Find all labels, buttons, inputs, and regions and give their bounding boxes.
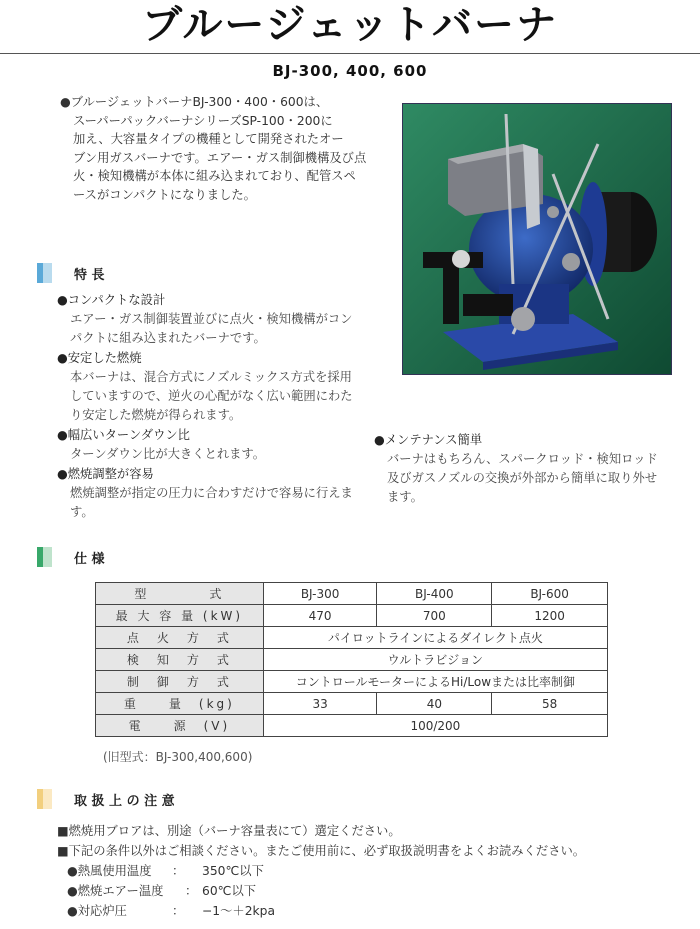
feature-line: 及びガスノズルの交換が外部から簡単に取り外せ bbox=[387, 471, 658, 485]
table-cell: 40 bbox=[377, 693, 492, 715]
features-list bbox=[57, 290, 377, 522]
feature-line: ます。 bbox=[387, 490, 423, 504]
table-cell: ウルトラビジョン bbox=[263, 649, 607, 671]
intro-line: ースがコンパクトになりました。 bbox=[73, 187, 256, 202]
intro-paragraph bbox=[60, 93, 378, 204]
feature-line: エアー・ガス制御装置並びに点火・検知機構がコン bbox=[70, 312, 353, 326]
care-line: ■下記の条件以外はご相談ください。またご使用前に、必ず取扱説明書をよくお読みください。 bbox=[57, 844, 586, 858]
feature-title: ●コンパクトな設計 bbox=[57, 293, 166, 307]
table-row bbox=[96, 627, 608, 649]
section-marker bbox=[37, 547, 52, 567]
row-label: 検 知 方 式 bbox=[96, 649, 264, 671]
feature-title: ●メンテナンス簡単 bbox=[374, 433, 483, 447]
intro-line: ●ブルージェットバーナBJ-300・400・600は、 bbox=[60, 95, 329, 109]
table-cell: コントロールモーターによるHi/Lowまたは比率制御 bbox=[263, 671, 607, 693]
features-heading-text: 特 長 bbox=[74, 267, 105, 283]
condition-sep: ： bbox=[172, 904, 185, 918]
table-header-row bbox=[96, 583, 608, 605]
feature-title: ●安定した燃焼 bbox=[57, 351, 142, 365]
table-row bbox=[96, 671, 608, 693]
table-row bbox=[96, 693, 608, 715]
intro-line: ブン用ガスバーナです。エアー・ガス制御機構及び点 bbox=[73, 150, 367, 165]
feature-line: 本バーナは、混合方式にノズルミックス方式を採用 bbox=[70, 370, 352, 384]
intro-line: 加え、大容量タイプの機種として開発されたオー bbox=[73, 132, 344, 146]
care-heading-text: 取 扱 上 の 注 意 bbox=[74, 793, 175, 809]
condition-value: 350℃以下 bbox=[202, 864, 264, 878]
feature-title: ●燃焼調整が容易 bbox=[57, 467, 154, 481]
table-row bbox=[96, 649, 608, 671]
spec-note: (旧型式：BJ-300,400,600) bbox=[103, 750, 253, 764]
condition-sep: ： bbox=[172, 864, 185, 878]
feature-line: ターンダウン比が大きくとれます。 bbox=[70, 447, 266, 461]
feature-line: していますので、逆火の心配がなく広い範囲にわた bbox=[70, 389, 353, 403]
table-cell: 700 bbox=[377, 605, 492, 627]
spec-table bbox=[95, 582, 608, 737]
page-title: ブルージェットバーナ bbox=[142, 2, 558, 48]
condition-label: ●対応炉圧 bbox=[67, 904, 127, 918]
table-cell: パイロットラインによるダイレクト点火 bbox=[263, 627, 607, 649]
table-header-cell: 型 式 bbox=[96, 583, 264, 605]
row-label: 電 源 (V) bbox=[96, 715, 264, 737]
maintenance-block bbox=[374, 430, 694, 507]
feature-line: バーナはもちろん、スパークロッド・検知ロッド bbox=[387, 452, 658, 466]
condition-label: ●熱風使用温度 bbox=[67, 864, 152, 878]
table-cell: 100/200 bbox=[263, 715, 607, 737]
care-heading bbox=[37, 789, 175, 809]
table-cell: 33 bbox=[263, 693, 377, 715]
intro-line: 火・検知機構が本体に組み込まれており、配管スペ bbox=[73, 169, 356, 183]
table-cell: 58 bbox=[492, 693, 608, 715]
condition-row bbox=[57, 861, 687, 881]
table-cell: 1200 bbox=[492, 605, 608, 627]
row-label: 制 御 方 式 bbox=[96, 671, 264, 693]
feature-title: ●幅広いターンダウン比 bbox=[57, 428, 190, 442]
section-marker bbox=[37, 263, 52, 283]
condition-value: 60℃以下 bbox=[202, 884, 257, 898]
condition-label: ●燃焼エアー温度 bbox=[67, 884, 164, 898]
condition-row bbox=[57, 881, 687, 901]
row-label: 重 量 (kg) bbox=[96, 693, 264, 715]
intro-line: スーパーパックバーナシリーズSP-100・200に bbox=[73, 113, 333, 128]
feature-line: り安定した燃焼が得られます。 bbox=[70, 408, 242, 422]
table-row bbox=[96, 715, 608, 737]
feature-line: す。 bbox=[70, 505, 94, 519]
section-marker bbox=[37, 789, 52, 809]
burner-photo bbox=[402, 103, 672, 375]
spec-heading-text: 仕 様 bbox=[74, 551, 105, 567]
condition-row bbox=[57, 901, 687, 921]
table-header-cell: BJ-300 bbox=[263, 583, 377, 605]
row-label: 最 大 容 量 (kW) bbox=[96, 605, 264, 627]
care-list bbox=[57, 821, 687, 921]
table-cell: 470 bbox=[263, 605, 377, 627]
table-header-cell: BJ-400 bbox=[377, 583, 492, 605]
spec-heading bbox=[37, 547, 105, 567]
model-subtitle: BJ-300, 400, 600 bbox=[272, 62, 428, 80]
row-label: 点 火 方 式 bbox=[96, 627, 264, 649]
feature-line: 燃焼調整が指定の圧力に合わすだけで容易に行えま bbox=[70, 486, 353, 500]
condition-value: −1〜＋2kpa bbox=[202, 904, 276, 918]
condition-sep: ： bbox=[185, 884, 198, 898]
feature-line: パクトに組み込まれたバーナです。 bbox=[70, 331, 266, 345]
table-header-cell: BJ-600 bbox=[492, 583, 608, 605]
title-divider bbox=[0, 53, 700, 54]
table-row bbox=[96, 605, 608, 627]
features-heading bbox=[37, 263, 105, 283]
care-line: ■燃焼用ブロアは、別途（バーナ容量表にて）選定ください。 bbox=[57, 824, 401, 838]
